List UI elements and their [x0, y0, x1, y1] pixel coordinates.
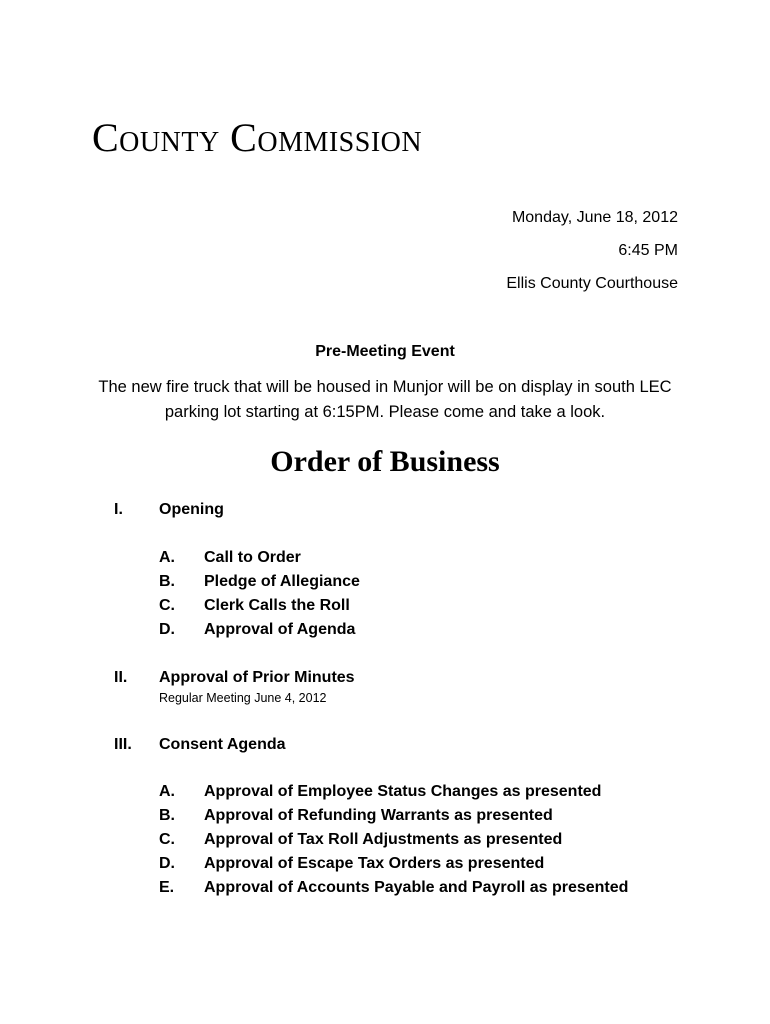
item-label: Approval of Accounts Payable and Payroll as presented	[204, 879, 629, 896]
section-number: II.	[114, 669, 128, 686]
meeting-time: 6:45 PM	[618, 242, 678, 259]
consent-items	[0, 780, 770, 900]
item-letter: A.	[159, 783, 175, 800]
agenda-item	[0, 780, 770, 804]
item-letter: A.	[159, 549, 175, 566]
agenda-item	[0, 546, 770, 570]
item-letter: E.	[159, 879, 175, 896]
item-letter: C.	[159, 597, 175, 614]
section-number: I.	[114, 501, 123, 518]
section-note: Regular Meeting June 4, 2012	[159, 691, 327, 705]
item-label: Pledge of Allegiance	[204, 573, 360, 590]
agenda-item	[0, 852, 770, 876]
item-label: Approval of Escape Tax Orders as presented	[204, 855, 545, 872]
agenda-item	[0, 570, 770, 594]
item-label: Approval of Employee Status Changes as presented	[204, 783, 602, 800]
item-label: Approval of Agenda	[204, 621, 356, 638]
item-letter: D.	[159, 621, 175, 638]
pre-meeting-text: The new fire truck that will be housed in Munjor will be on display in south LEC parking lot starting at 6:15PM. Please come and take a look.	[98, 378, 672, 421]
section-title: Opening	[159, 501, 224, 518]
item-label: Approval of Tax Roll Adjustments as presented	[204, 831, 563, 848]
agenda-item	[0, 876, 770, 900]
item-letter: B.	[159, 807, 175, 824]
item-letter: B.	[159, 573, 175, 590]
meeting-info	[506, 201, 678, 300]
section-title: Consent Agenda	[159, 736, 286, 753]
agenda-item	[0, 618, 770, 642]
item-label: Approval of Refunding Warrants as presented	[204, 807, 553, 824]
meeting-location: Ellis County Courthouse	[506, 275, 678, 292]
opening-items	[0, 546, 770, 642]
pre-meeting-heading: Pre-Meeting Event	[315, 343, 455, 360]
section-number: III.	[114, 736, 132, 753]
meeting-date: Monday, June 18, 2012	[511, 209, 678, 226]
item-label: Call to Order	[204, 549, 301, 566]
item-letter: D.	[159, 855, 175, 872]
agenda-item	[0, 804, 770, 828]
agenda-item	[0, 828, 770, 852]
section-title: Approval of Prior Minutes	[159, 669, 355, 686]
agenda-item	[0, 594, 770, 618]
document-title: County Commission	[92, 115, 423, 160]
item-label: Clerk Calls the Roll	[204, 597, 350, 614]
order-of-business-heading: Order of Business	[270, 445, 500, 478]
item-letter: C.	[159, 831, 175, 848]
